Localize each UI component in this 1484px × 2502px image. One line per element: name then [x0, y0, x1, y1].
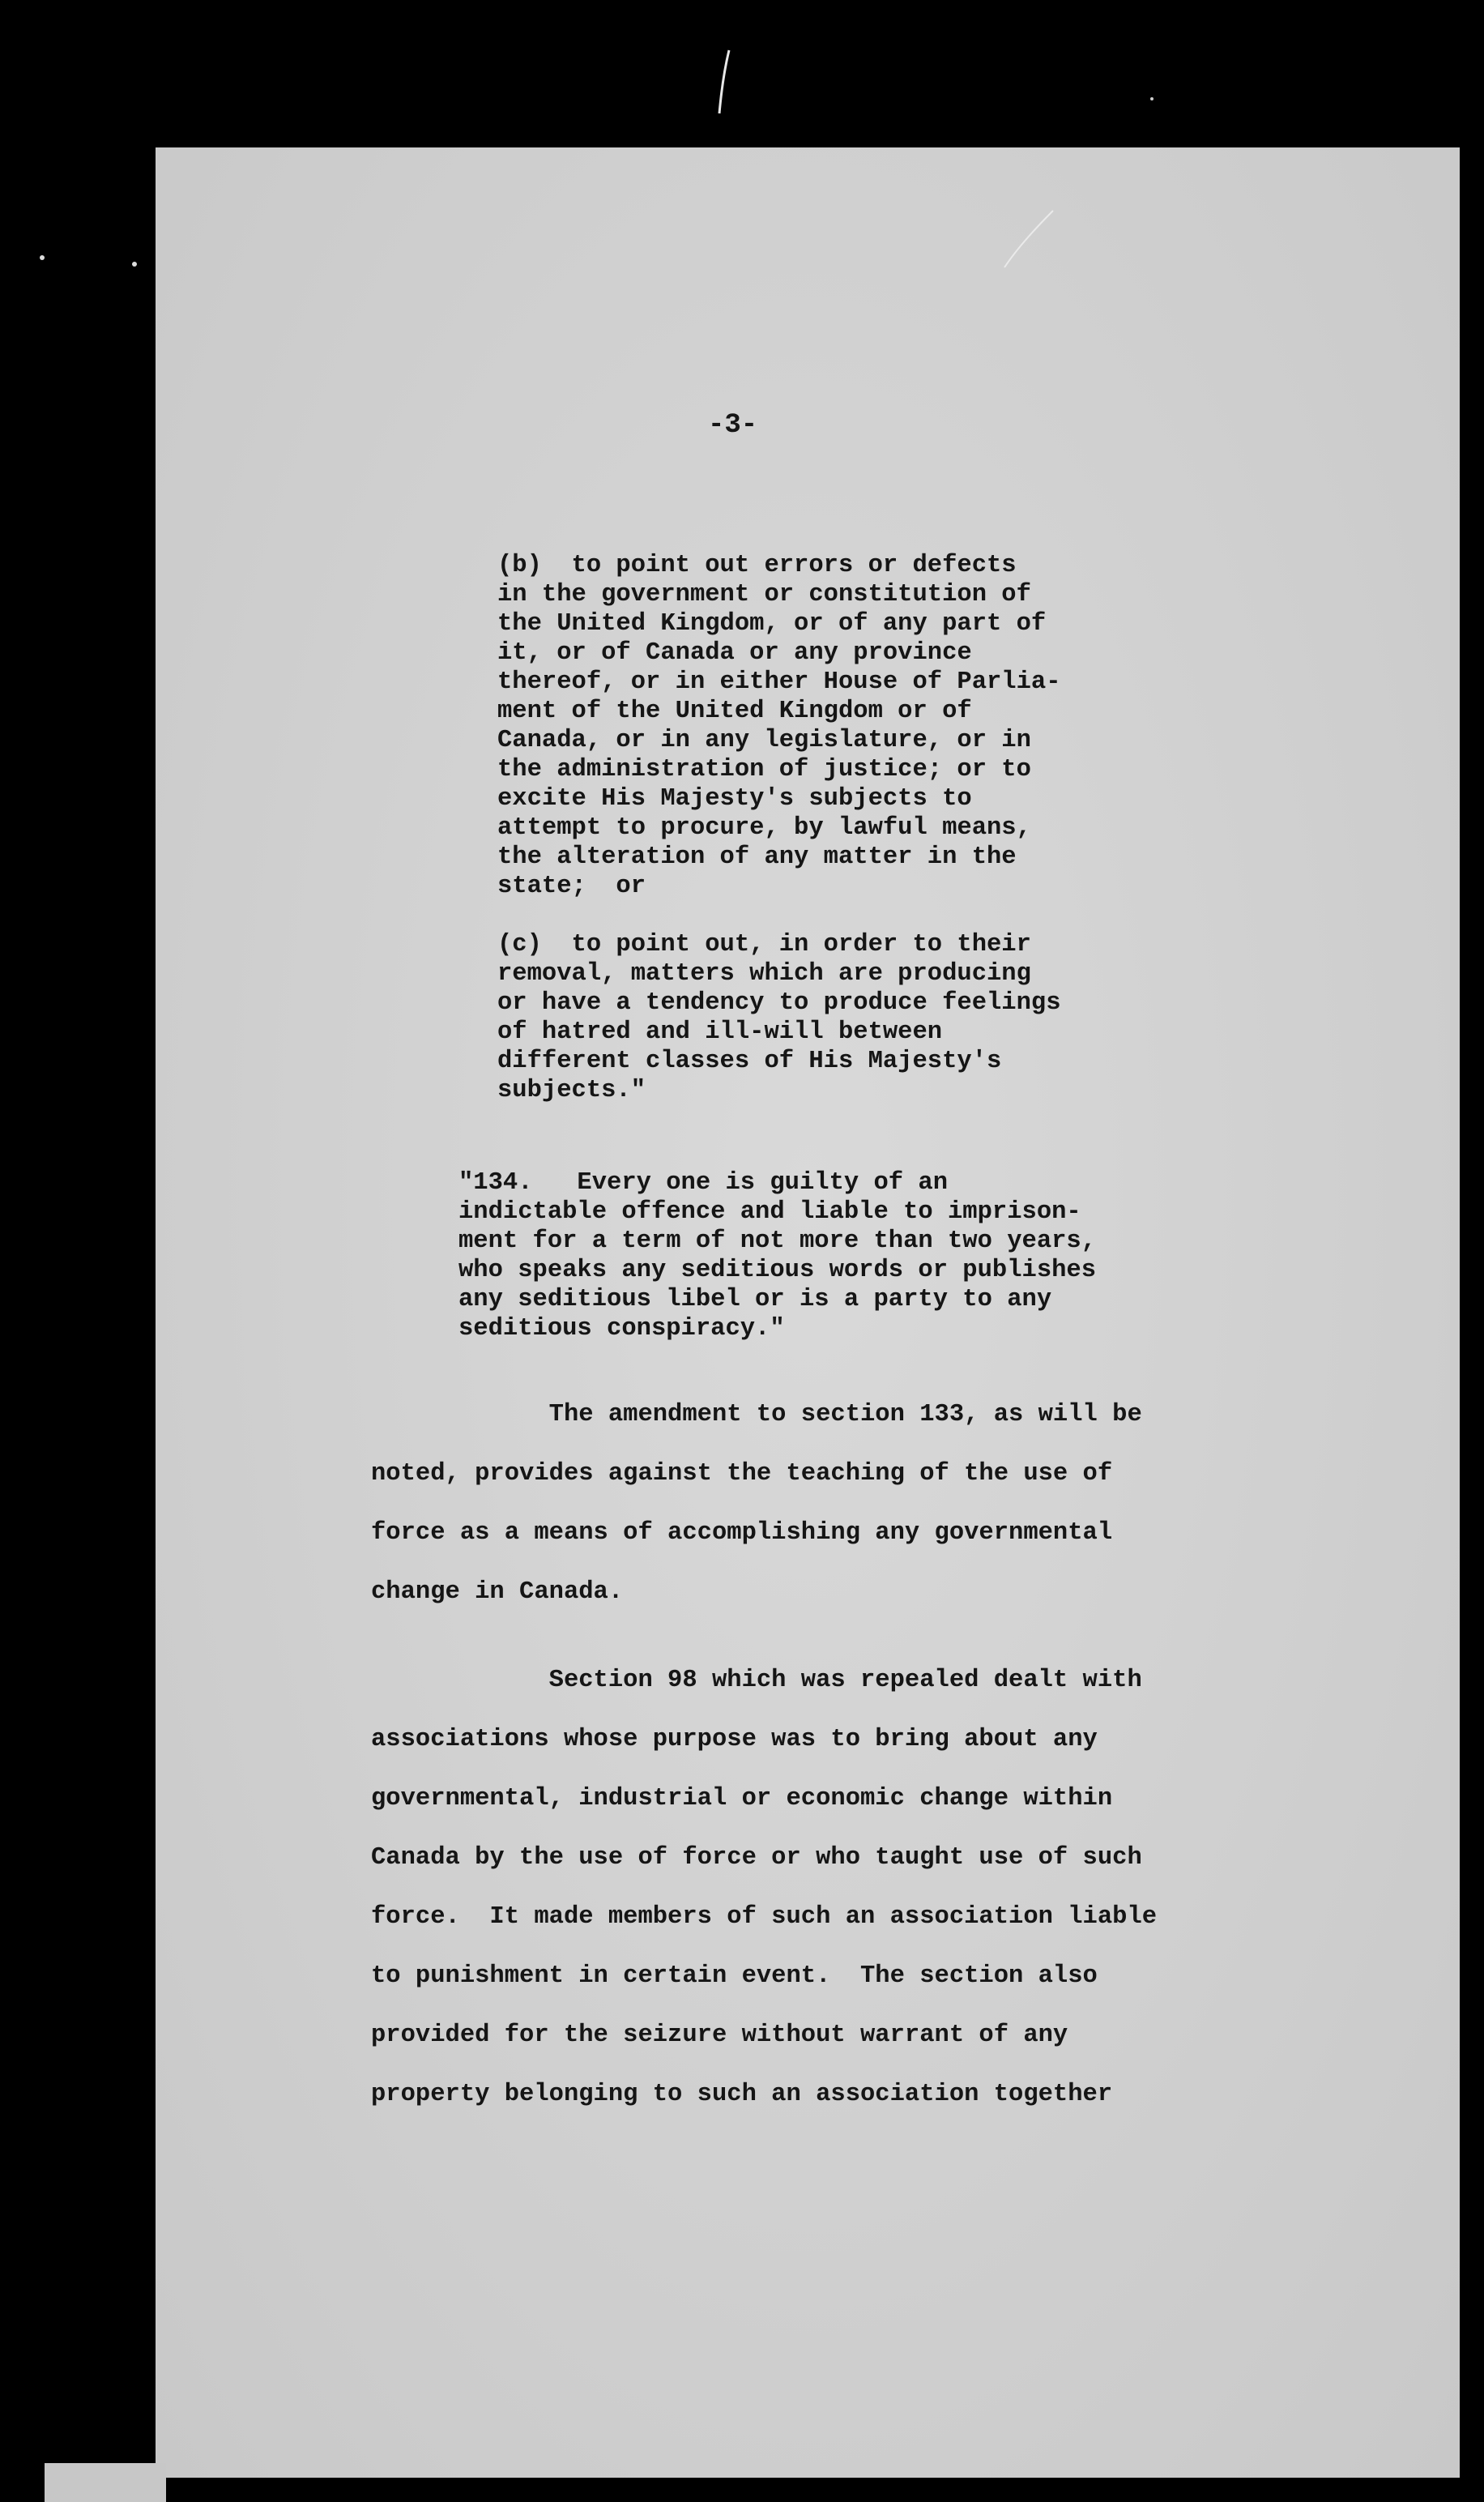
body-paragraph-section-98 — [371, 1651, 1384, 2124]
scan-scratch-marks — [0, 0, 1484, 340]
text-line: Canada by the use of force or who taught use of such — [371, 1844, 1142, 1872]
text-line: who speaks any seditious words or publishes — [458, 1257, 1097, 1284]
text-line: noted, provides against the teaching of the use of — [371, 1460, 1113, 1488]
scan-tape-strip — [45, 2463, 166, 2502]
text-line: ment of the United Kingdom or of — [497, 698, 972, 725]
text-line: Canada, or in any legislature, or in — [497, 727, 1031, 754]
subsection-b — [497, 551, 1226, 901]
text-line: Section 98 which was repealed dealt with — [371, 1667, 1142, 1694]
text-line: excite His Majesty's subjects to — [497, 785, 972, 813]
text-line: of hatred and ill-will between — [497, 1018, 943, 1046]
text-line: governmental, industrial or economic change within — [371, 1785, 1113, 1812]
text-line: the alteration of any matter in the — [497, 843, 1017, 871]
text-line: thereof, or in either House of Parlia- — [497, 668, 1061, 696]
text-line: ment for a term of not more than two years, — [458, 1228, 1097, 1255]
text-line: "134. Every one is guilty of an — [458, 1169, 948, 1197]
text-line: associations whose purpose was to bring about any — [371, 1726, 1098, 1753]
text-line: attempt to procure, by lawful means, — [497, 814, 1031, 842]
text-line: force as a means of accomplishing any governmental — [371, 1519, 1113, 1547]
text-line: subjects." — [497, 1077, 646, 1104]
subsection-c — [497, 930, 1226, 1105]
page-number: -3- — [708, 410, 758, 441]
text-line: The amendment to section 133, as will be — [371, 1401, 1142, 1428]
text-line: to punishment in certain event. The section also — [371, 1962, 1098, 1990]
text-line: the United Kingdom, or of any part of — [497, 610, 1047, 638]
text-line: property belonging to such an association together — [371, 2081, 1113, 2108]
text-line: any seditious libel or is a party to any — [458, 1286, 1052, 1313]
text-line: (c) to point out, in order to their — [497, 931, 1031, 959]
text-line: removal, matters which are producing — [497, 960, 1031, 988]
text-line: the administration of justice; or to — [497, 756, 1031, 783]
text-line: indictable offence and liable to imprison- — [458, 1198, 1081, 1226]
text-line: force. It made members of such an association liable — [371, 1903, 1158, 1931]
legal-subsections — [497, 551, 1226, 1105]
paragraph-gap — [497, 901, 1226, 930]
text-line: in the government or constitution of — [497, 581, 1031, 608]
text-line: (b) to point out errors or defects — [497, 552, 1017, 579]
text-line: different classes of His Majesty's — [497, 1048, 1002, 1075]
body-paragraph-amendment — [371, 1385, 1384, 1622]
text-line: provided for the seizure without warrant of any — [371, 2022, 1068, 2049]
text-line: it, or of Canada or any province — [497, 639, 972, 667]
text-line: state; or — [497, 873, 646, 900]
text-line: or have a tendency to produce feelings — [497, 989, 1061, 1017]
text-line: seditious conspiracy." — [458, 1315, 785, 1343]
text-line: change in Canada. — [371, 1578, 624, 1606]
section-134-quote — [458, 1168, 1269, 1343]
